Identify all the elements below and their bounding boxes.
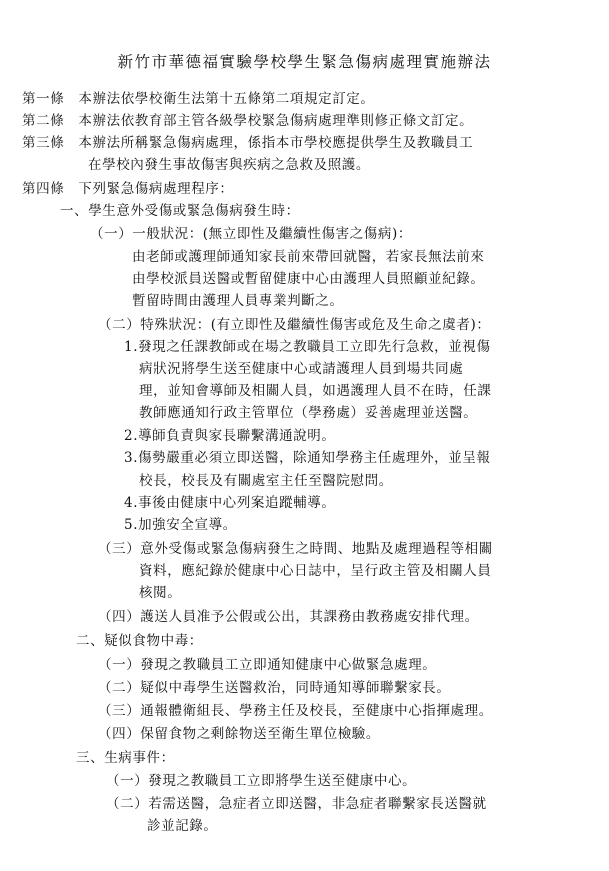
item-1-2-2: 2.導師負責與家長聯繫溝通說明。 [124,428,336,444]
document-title: 新竹市華德福實驗學校學生緊急傷病處理實施辦法 [117,53,492,71]
item-1-2-1-line-4: 教師應通知行政主管單位（學務處）妥善處理並送醫。 [139,405,478,421]
item-1-2-1-line-2: 病狀況將學生送至健康中心或請護理人員到場共同處 [139,361,464,377]
item-3-2-line-1: （二）若需送醫，急症者立即送醫，非急症者聯繫家長送醫就 [106,796,487,812]
item-1-2-heading: （二）特殊狀況：(有立即性及繼續性傷害或危及生命之虞者)： [98,317,491,333]
item-2-1: （一）發現之教職員工立即通知健康中心做緊急處理。 [98,657,437,673]
item-1-4: （四）護送人員准予公假或公出，其課務由教務處安排代理。 [98,609,479,625]
article-3-line-2: 在學校內發生事故傷害與疾病之急救及照護。 [88,157,370,173]
item-1-2-3-line-2: 校長，校長及有關處室主任至醫院慰問。 [139,473,393,489]
item-1-2-1-line-1: 1.發現之任課教師或在場之教職員工立即先行急救，並視傷 [124,339,491,355]
item-1-1-text-1: 由老師或護理師通知家長前來帶回就醫，若家長無法前來 [132,249,485,265]
section-3-heading: 三、生病事件： [76,750,175,766]
item-2-2: （二）疑似中毒學生送醫救治，同時通知導師聯繫家長。 [98,680,451,696]
article-3-line-1: 第三條 本辦法所稱緊急傷病處理，係指本市學校應提供學生及教職員工 [22,135,474,151]
item-1-2-4: 4.事後由健康中心列案追蹤輔導。 [124,495,336,511]
item-3-1: （一）發現之教職員工立即將學生送至健康中心。 [106,773,417,789]
section-2-heading: 二、疑似食物中毒： [76,633,203,649]
item-1-3-line-3: 核閱。 [139,585,182,601]
item-1-2-5: 5.加強安全宣導。 [124,517,237,533]
item-1-2-1-line-3: 理，並知會導師及相關人員，如遇護理人員不在時，任課 [139,383,492,399]
item-1-3-line-2: 資料，應紀錄於健康中心日誌中，呈行政主管及相關人員 [139,563,492,579]
item-1-1-heading: （一）一般狀況：(無立即性及繼續性傷害之傷病)： [90,226,412,242]
article-4: 第四條 下列緊急傷病處理程序： [22,181,234,197]
item-1-1-text-2: 由學校派員送醫或暫留健康中心由護理人員照顧並紀錄。 [132,271,485,287]
item-3-2-line-2: 診並記錄。 [147,818,218,834]
item-2-3: （三）通報體衛組長、學務主任及校長，至健康中心指揮處理。 [98,703,493,719]
article-2: 第二條 本辦法依教育部主管各級學校緊急傷病處理準則修正條文訂定。 [22,113,474,129]
item-2-4: （四）保留食物之剩餘物送至衛生單位檢驗。 [98,726,380,742]
item-1-3-line-1: （三）意外受傷或緊急傷病發生之時間、地點及處理過程等相關 [98,541,493,557]
article-1: 第一條 本辦法依學校衛生法第十五條第二項規定訂定。 [22,91,375,107]
section-1-heading: 一、學生意外受傷或緊急傷病發生時： [60,203,300,219]
item-1-1-text-3: 暫留時間由護理人員專業判斷之。 [132,293,344,309]
item-1-2-3-line-1: 3.傷勢嚴重必須立即送醫，除通知學務主任處理外，並呈報 [124,450,491,466]
